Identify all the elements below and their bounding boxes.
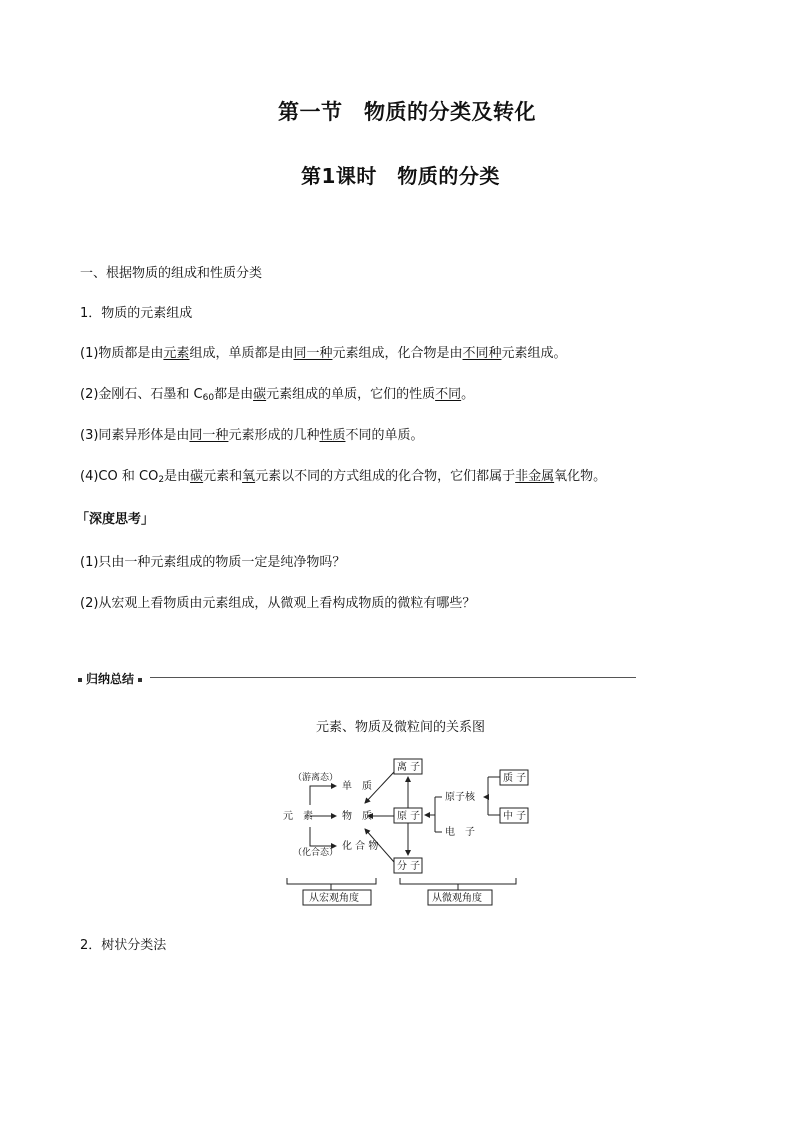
label-fenzi: 分 子 <box>397 861 421 872</box>
paragraph-3: (3)同素异形体是由同一种元素形成的几种性质不同的单质。 <box>80 428 424 443</box>
item-heading-1: 1．物质的元素组成 <box>80 306 193 321</box>
arrow-to-huahewu <box>310 827 336 846</box>
label-zhizi: 质 子 <box>503 773 527 784</box>
label-huahe: （化合态） <box>293 848 339 858</box>
diagram-title: 元素、物质及微粒间的关系图 <box>316 720 486 735</box>
question-2: (2)从宏观上看物质由元素组成，从微观上看构成物质的微粒有哪些？ <box>80 596 476 611</box>
label-huahewu: 化 合 物 <box>342 841 379 852</box>
label-dianzi: 电 子 <box>445 827 475 838</box>
page-title: 第一节 物质的分类及转化 <box>278 100 536 124</box>
label-danzhi: 单 质 <box>342 781 372 792</box>
label-hongguan: 从宏观角度 <box>309 893 359 904</box>
paragraph-2: (2)金刚石、石墨和 $C_{60}$都是由碳元素组成的单质，它们的性质不同。 <box>80 387 475 403</box>
bracket-open-icon: 「 <box>76 512 90 527</box>
question-1: (1)只由一种元素组成的物质一定是纯净物吗？ <box>80 555 346 570</box>
label-yuanzihe: 原子核 <box>445 792 475 803</box>
paragraph-4: (4)CO 和 $CO_2$是由碳元素和氧元素以不同的方式组成的化合物，它们都属于非金属氧化物。 <box>80 469 607 485</box>
label-yuansu: 元 素 <box>283 811 313 822</box>
summary-header: 归纳总结 <box>74 670 146 687</box>
label-yuanzi: 原 子 <box>397 811 421 822</box>
bracket-close-icon: 」 <box>141 512 155 527</box>
arrow-to-danzhi <box>310 786 336 805</box>
label-wuzhi: 物 质 <box>342 811 372 822</box>
item-heading-2: 2．树状分类法 <box>80 938 167 953</box>
section-heading: 一、根据物质的组成和性质分类 <box>80 266 263 281</box>
label-youli: （游离态） <box>293 773 339 783</box>
paragraph-1: (1)物质都是由元素组成，单质都是由同一种元素组成，化合物是由不同种元素组成。 <box>80 346 567 361</box>
label-zhongzi: 中 子 <box>503 811 527 822</box>
brace-micro <box>400 878 516 884</box>
brace-macro <box>287 878 376 884</box>
label-lizi: 离 子 <box>397 762 421 773</box>
deep-think-label: 「深度思考」 <box>76 512 155 527</box>
label-weiguan: 从微观角度 <box>432 893 482 904</box>
page-subtitle: 第1课时 物质的分类 <box>301 164 500 188</box>
